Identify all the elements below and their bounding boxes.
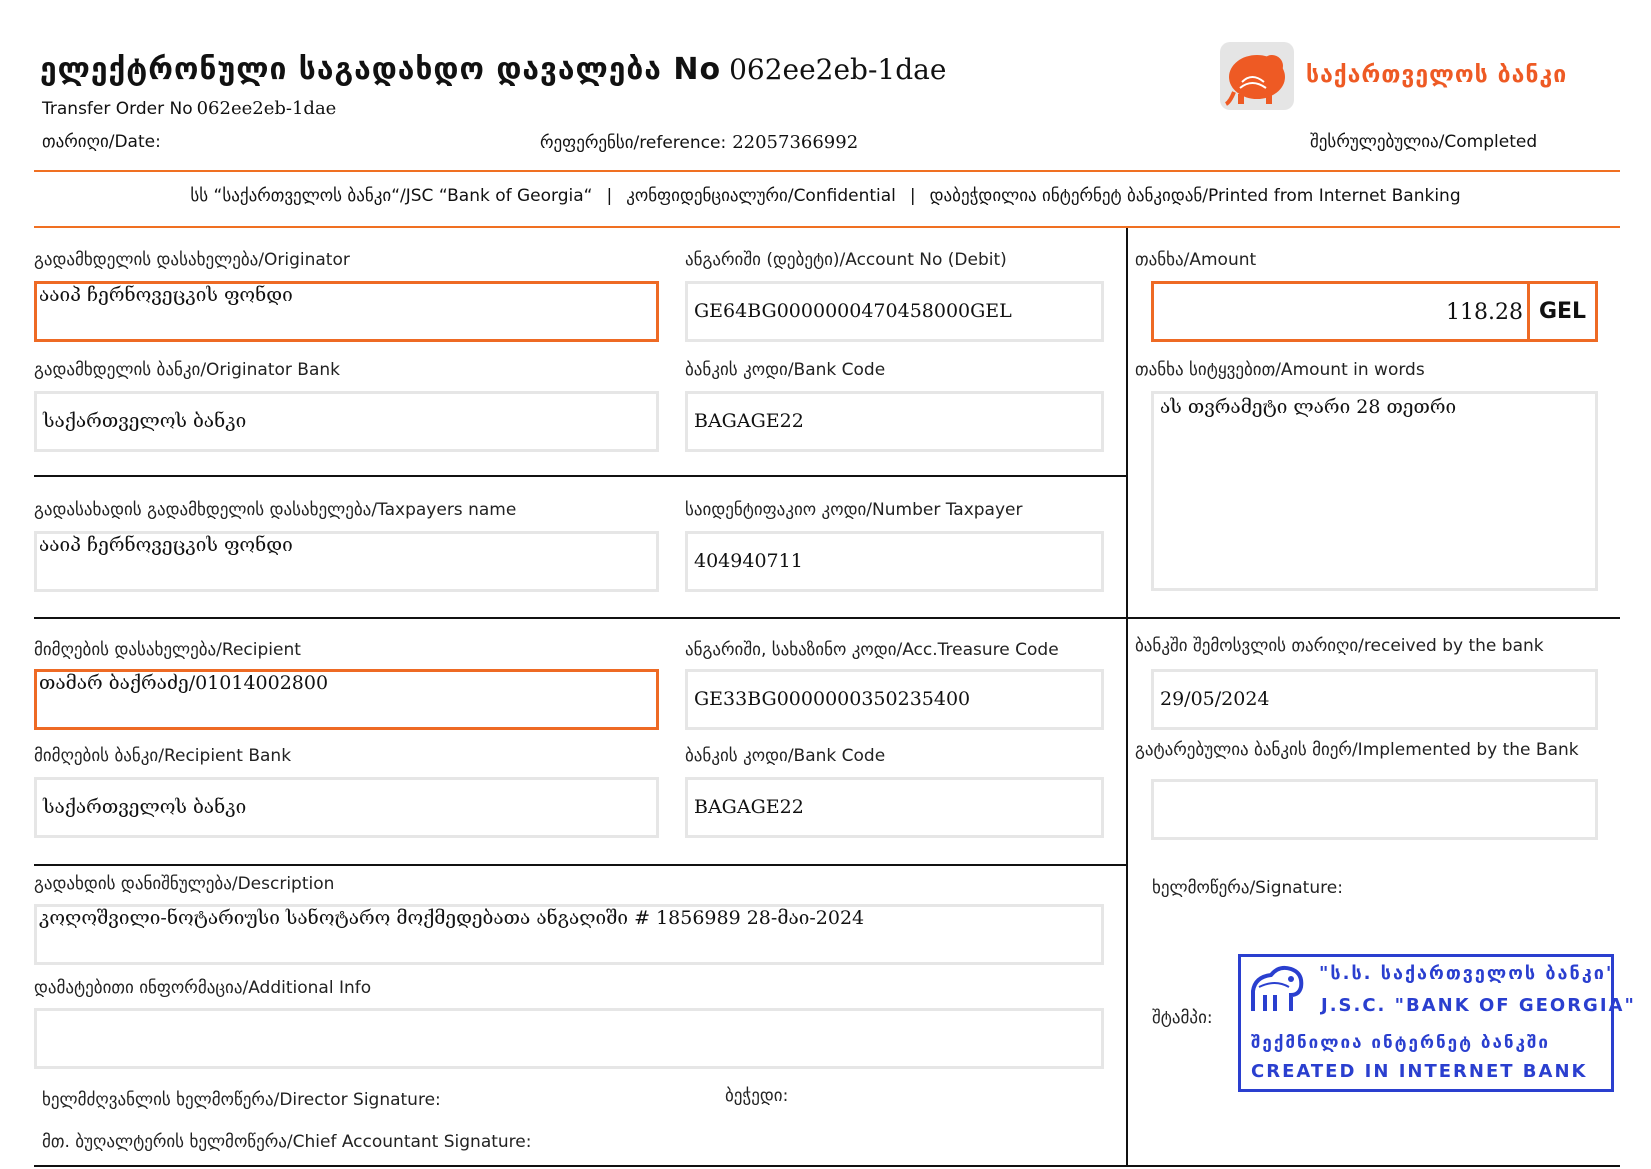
currency-field bbox=[1527, 281, 1598, 342]
recipient-bank-code-field bbox=[685, 777, 1104, 838]
taxpayer-id-label: საიდენტიფაკიო კოდი/Number Taxpayer bbox=[685, 500, 1023, 520]
description-label: გადახდის დანიშნულება/Description bbox=[34, 874, 335, 894]
additional-field bbox=[34, 1008, 1104, 1069]
section-divider bbox=[34, 475, 1126, 477]
reference-label: რეფერენსი/reference: bbox=[540, 133, 727, 153]
order-number: 062ee2eb-1dae bbox=[729, 53, 947, 86]
bottom-divider bbox=[34, 1165, 1620, 1167]
title-en: Transfer Order No bbox=[42, 99, 193, 119]
banner-company: სს “საქართველოს ბანკი“/JSC “Bank of Georgia“ bbox=[190, 186, 593, 206]
bank-logo bbox=[1220, 42, 1294, 110]
title-ka: ელექტრონული საგადახდო დავალება No bbox=[40, 52, 722, 87]
section-divider bbox=[34, 617, 1620, 619]
confidential-banner bbox=[0, 186, 1651, 206]
taxpayer-id-value: 404940711 bbox=[694, 550, 803, 572]
bank-code-field bbox=[685, 391, 1104, 452]
seal-label: ბეჭედი: bbox=[725, 1086, 789, 1106]
lion-icon bbox=[1220, 42, 1294, 110]
column-divider bbox=[1126, 228, 1128, 1165]
amount-words-field bbox=[1151, 391, 1598, 591]
account-debit-field bbox=[685, 281, 1104, 342]
recipient-bank-code-label: ბანკის კოდი/Bank Code bbox=[685, 746, 886, 766]
description-value: კოღოშვილი-ნოტარიუსი სანოტარო მოქმედებათა ანგაღიში # 1856989 28-მაი-2024 bbox=[39, 907, 865, 929]
additional-label: დამატებითი ინფორმაცია/Additional Info bbox=[34, 978, 372, 998]
divider-banner bbox=[34, 226, 1620, 228]
signature-label: ხელმოწერა/Signature: bbox=[1152, 878, 1343, 898]
recipient-bank-value: საქართველოს ბანკი bbox=[43, 796, 247, 818]
implemented-label: გატარებულია ბანკის მიერ/Implemented by the Bank bbox=[1135, 740, 1579, 760]
received-label: ბანკში შემოსვლის თარიღი/received by the bank bbox=[1135, 636, 1544, 656]
order-number-en: 062ee2eb-1dae bbox=[196, 98, 337, 119]
amount-value: 118.28 bbox=[1446, 300, 1523, 325]
accountant-signature-label: მთ. ბუღალტერის ხელმოწერა/Chief Accountant Signature: bbox=[42, 1132, 532, 1152]
recipient-label: მიმღების დასახელება/Recipient bbox=[34, 640, 301, 660]
divider-top bbox=[34, 170, 1620, 172]
description-field bbox=[34, 904, 1104, 965]
received-field bbox=[1151, 669, 1598, 730]
account-debit-label: ანგარიში (დებეტი)/Account No (Debit) bbox=[685, 250, 1007, 270]
status-text: შესრულებულია/Completed bbox=[1310, 132, 1538, 152]
stamp-label: შტამპი: bbox=[1152, 1008, 1213, 1028]
bank-name: საქართველოს ბანკი bbox=[1306, 62, 1568, 88]
originator-label: გადამხდელის დასახელება/Originator bbox=[34, 250, 350, 270]
page-title bbox=[40, 52, 946, 87]
reference-value: 22057366992 bbox=[732, 132, 859, 153]
taxpayer-name-value: ააიპ ჩერნოვეცკის ფონდი bbox=[39, 534, 293, 556]
subtitle bbox=[42, 98, 336, 119]
received-value: 29/05/2024 bbox=[1160, 688, 1270, 710]
originator-field bbox=[34, 281, 659, 342]
reference bbox=[540, 132, 858, 153]
originator-bank-value: საქართველოს ბანკი bbox=[43, 410, 247, 432]
stamp-lion-icon bbox=[1245, 961, 1309, 1017]
recipient-value: თამარ ბაქრაძე/01014002800 bbox=[39, 672, 329, 694]
bank-code-label: ბანკის კოდი/Bank Code bbox=[685, 360, 886, 380]
banner-separator: | bbox=[909, 186, 916, 206]
recipient-bank-field bbox=[34, 777, 659, 838]
amount-words-value: ას თვრამეტი ლარი 28 თეთრი bbox=[1160, 396, 1457, 418]
originator-bank-field bbox=[34, 391, 659, 452]
originator-value: ააიპ ჩერნოვეცკის ფონდი bbox=[39, 284, 293, 306]
stamp-line-4: CREATED IN INTERNET BANK bbox=[1251, 1061, 1588, 1082]
account-debit-value: GE64BG0000000470458000GEL bbox=[694, 300, 1012, 322]
stamp-line-3: შექმნილია ინტერნეტ ბანკში bbox=[1251, 1033, 1550, 1053]
treasury-field bbox=[685, 669, 1104, 730]
stamp-line-2: J.S.C. "BANK OF GEORGIA" bbox=[1321, 995, 1636, 1016]
director-signature-label: ხელმძღვანლის ხელმოწერა/Director Signature: bbox=[42, 1090, 441, 1110]
taxpayer-name-field bbox=[34, 531, 659, 592]
amount-field bbox=[1151, 281, 1530, 342]
taxpayer-id-field bbox=[685, 531, 1104, 592]
section-divider bbox=[34, 864, 1126, 866]
banner-confidential: კონფიდენციალური/Confidential bbox=[626, 186, 896, 206]
currency-value: GEL bbox=[1538, 299, 1587, 324]
implemented-field bbox=[1151, 779, 1598, 840]
banner-printed: დაბეჭდილია ინტერნეტ ბანკიდან/Printed from Internet Banking bbox=[929, 186, 1461, 206]
originator-bank-label: გადამხდელის ბანკი/Originator Bank bbox=[34, 360, 340, 380]
banner-separator: | bbox=[606, 186, 613, 206]
stamp-line-1: "ს.ს. საქართველოს ბანკი" bbox=[1319, 963, 1618, 984]
recipient-bank-label: მიმღების ბანკი/Recipient Bank bbox=[34, 746, 292, 766]
amount-label: თანხა/Amount bbox=[1135, 250, 1257, 270]
date-label: თარიღი/Date: bbox=[42, 132, 161, 152]
amount-words-label: თანხა სიტყვებით/Amount in words bbox=[1135, 360, 1425, 380]
treasury-label: ანგარიში, სახაზინო კოდი/Acc.Treasure Code bbox=[685, 640, 1059, 660]
bank-stamp bbox=[1238, 954, 1636, 1092]
bank-code-value: BAGAGE22 bbox=[694, 410, 804, 432]
treasury-value: GE33BG0000000350235400 bbox=[694, 688, 971, 710]
recipient-field bbox=[34, 669, 659, 730]
taxpayer-name-label: გადასახადის გადამხდელის დასახელება/Taxpayers name bbox=[34, 500, 517, 520]
recipient-bank-code-value: BAGAGE22 bbox=[694, 796, 804, 818]
